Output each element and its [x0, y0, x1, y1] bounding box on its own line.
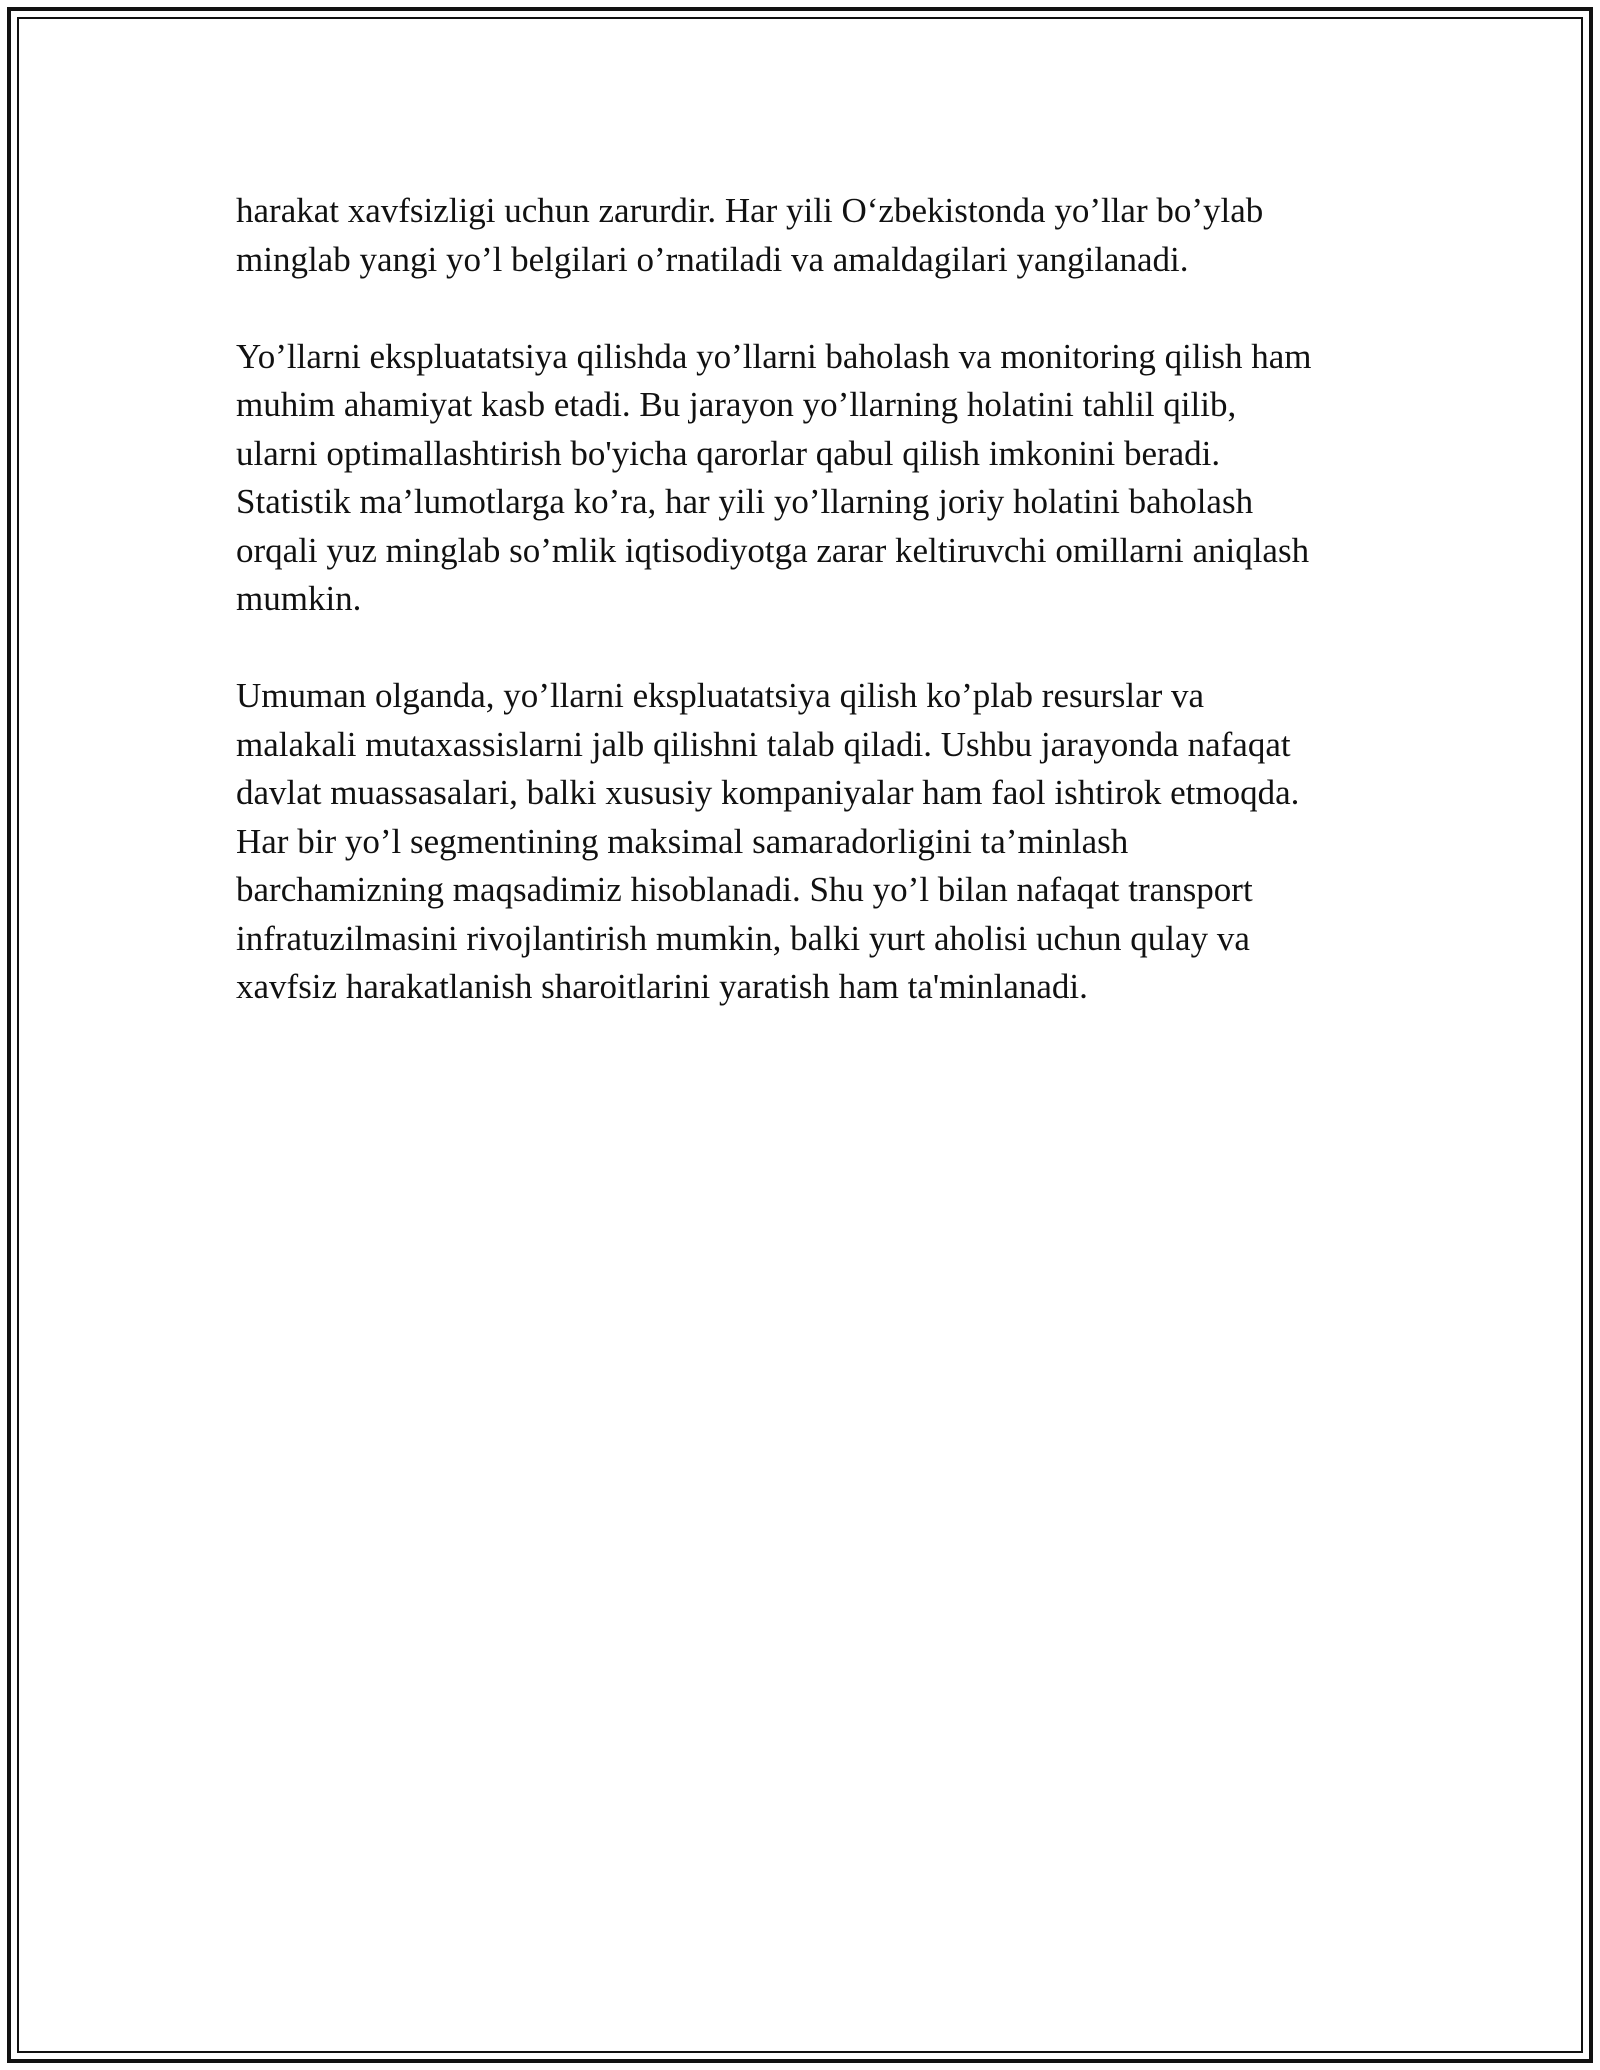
text-line: Statistik ma’lumotlarga ko’ra, har yili yo’llarning joriy holatini baholash	[236, 482, 1254, 521]
paragraph-3	[236, 672, 1416, 1012]
text-line: Umuman olganda, yo’llarni ekspluatatsiya qilish ko’plab resurslar va	[236, 676, 1205, 715]
paragraph-2	[236, 333, 1416, 624]
text-line: barchamizning maqsadimiz hisoblanadi. Shu yo’l bilan nafaqat transport	[236, 870, 1253, 909]
paragraph-1	[236, 187, 1416, 284]
text-line: mumkin.	[236, 579, 362, 618]
text-line: xavfsiz harakatlanish sharoitlarini yaratish ham ta'minlanadi.	[236, 967, 1088, 1006]
text-line: minglab yangi yo’l belgilari o’rnatiladi va amaldagilari yangilanadi.	[236, 239, 1189, 279]
text-line: harakat xavfsizligi uchun zarurdir. Har yili O‘zbekistonda yo’llar bo’ylab	[236, 191, 1264, 230]
text-line: ularni optimallashtirish bo'yicha qarorlar qabul qilish imkonini beradi.	[236, 433, 1221, 473]
document-body	[236, 187, 1416, 1060]
text-line: orqali yuz minglab so’mlik iqtisodiyotga zarar keltiruvchi omillarni aniqlash	[236, 530, 1310, 570]
text-line: infratuzilmasini rivojlantirish mumkin, balki yurt aholisi uchun qulay va	[236, 918, 1250, 958]
text-line: muhim ahamiyat kasb etadi. Bu jarayon yo’llarning holatini tahlil qilib,	[236, 385, 1237, 424]
text-line: Yo’llarni ekspluatatsiya qilishda yo’llarni baholash va monitoring qilish ham	[236, 336, 1312, 376]
text-line: malakali mutaxassislarni jalb qilishni talab qiladi. Ushbu jarayonda nafaqat	[236, 724, 1291, 764]
text-line: davlat muassasalari, balki xususiy kompaniyalar ham faol ishtirok etmoqda.	[236, 773, 1300, 812]
text-line: Har bir yo’l segmentining maksimal samaradorligini ta’minlash	[236, 821, 1129, 861]
